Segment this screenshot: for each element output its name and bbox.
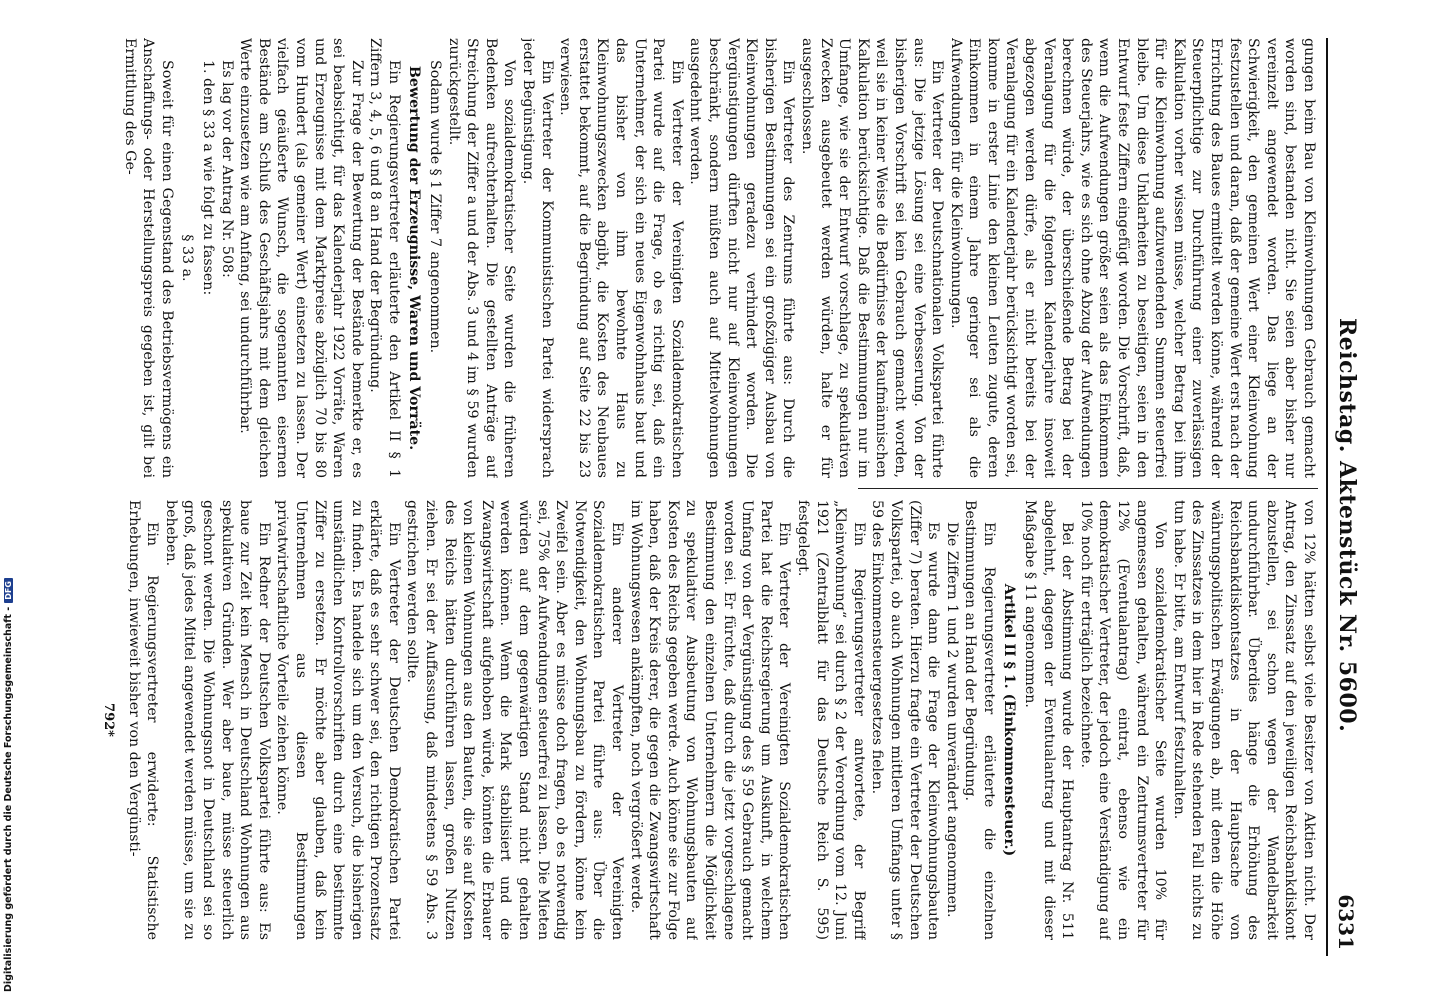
paragraph: Ein Regierungsvertreter erläuterte die einzelnen Bestimmungen an Hand der Begründung. [962,500,997,940]
paragraph: Ein Regierungsvertreter erwiderte: Statistische Erhebungen, inwieweit bisher von den Vergünsti- [125,500,161,940]
paragraph: Soweit für einen Gegenstand des Betriebsvermögens ein Anschaffungs- oder Herstellungspreis gegeben ist, gilt bei Ermittlung des Ge- [121,38,175,478]
paragraph: Es wurde dann die Frage der Kleinwohnungsbauten (Ziffer 7) beraten. Hierzu fragte ein Vertreter der Deutschen Volkspartei, ob auch Wohnungen mittleren Umfangs unter § 59 des Einkommensteuergesetzes fielen. [869,500,942,940]
paragraph: Ein Vertreter der Vereinigten Sozialdemokratischen Partei hat die Reichsregierung um Auskunft, in welchem Umfang von der Vergünstigung des § 59 Gebrauch gemacht worden sei. Er fürchte, daß durch die jetzt vorgeschlagene Bestimmung den einzelnen Unternehmern die Möglichkeit zu spekulativer Ausbeutung von Wohnungsbauten auf Kosten des Reichs gegeben werde. Auch könne sie zur Folge haben, daß der Kreis derer, die gegen die Zwangswirtschaft im Wohnungswesen ankämpften, noch vergrößert werde. [627,500,793,940]
section-heading: Bewertung der Erzeugnisse, Waren und Vorräte. [406,65,423,451]
paragraph: Es lag vor der Antrag Nr. 508: [218,60,235,278]
right-text-column [118,500,1318,940]
sheet-mark: 792* [101,703,116,737]
left-text-column [118,38,1318,478]
paragraph: Ein Regierungsvertreter antwortete, der Begriff „Kleinwohnung“ sei durch § 2 der Verordnung vom 12. Juni 1921 (Zentralblatt für das Deutsche Reich S. 595) festgelegt. [794,500,867,940]
section-heading: Artikel II § 1. (Einkommensteuer.) [1001,583,1018,857]
paragraph: von 12% hätten selbst viele Besitzer von Aktien nicht. Der Antrag, den Zinssatz auf den jeweiligen Reichsbankdiskont abzustellen, sei schon wegen der Wandelbarkeit undurchführbar. Überdies hänge die Erhöhung des Reichsbankdiskontsatzes in der Hauptsache von währungspolitischen Erwägungen ab, mit denen die Höhe des Zinssatzes in dem hier in Rede stehenden Fall nichts zu tun habe. Er bitte, am Entwurf festzuhalten. [1170,500,1317,940]
column-divider [858,488,1318,489]
paragraph-number: § 33 a. [179,234,196,282]
digitization-notice [3,578,14,992]
digitization-notice-text: Digitalisierung gefördert durch die Deutsche Forschungsgemeinschaft - [3,606,14,992]
dfg-logo: DFG [4,578,13,603]
paragraph: Ein Vertreter des Zentrums führte aus: Durch die bisherigen Bestimmungen sei ein großzügiger Ausbau von Kleinwohnungen geradezu verhindert worden. Die Vergünstigungen dürften nicht nur auf Kleinwohnungen beschränkt, sondern müßten auch auf Mittelwohnungen ausgedehnt werden. [687,38,797,478]
paragraph: Ein Vertreter der Deutschen Demokratischen Partei erklärte, daß es sehr schwer sei, den richtigen Prozentsatz zu finden. Es handele sich um den Versuch, die bisherigen umständlichen Kontrollvorschriften durch eine bestimmte Ziffer zu ersetzen. Er möchte aber glauben, daß kein Unternehmen aus diesen Bestimmungen privatwirtschaftliche Vorteile ziehen könne. [274,500,402,940]
paragraph: Sodann wurde § 1 Ziffer 7 angenommen. [427,60,444,354]
paragraph: Ein Vertreter der Kommunistischen Partei widersprach jeder Begünstigung. [520,38,555,478]
page-number: 6331 [1334,894,1358,950]
paragraph: Bei der Abstimmung wurde der Hauptantrag Nr. 511 abgelehnt, dagegen der Eventualantrag und mit dieser Maßgabe § 11 angenommen. [1022,500,1076,940]
paragraph: Ein Regierungsvertreter erläuterte den Artikel II § 1 Ziffern 3, 4, 5, 6 und 8 an Hand der Begründung. [367,38,402,478]
page-title: Reichstag. Aktenstück Nr. 5600. [1334,318,1360,733]
paragraph: Ein Vertreter der Vereinigten Sozialdemokratischen Partei wurde auf die Frage, ob es richtig sei, daß ein Unternehmer, der sich ein neues Eigenwohnhaus baut und das bisher von ihm bewohnte Haus zu Kleinwohnungszwecken abgibt, die Kosten des Neubaues erstattet bekommt, auf die Begründung auf Seite 22 bis 23 verwiesen. [557,38,685,478]
rotated-document-page [100,38,1362,956]
page-header [1326,38,1362,956]
paragraph: Ein Redner der Deutschen Volkspartei führte aus: Es baue zur Zeit kein Mensch in Deutschland Wohnungen aus spekulativen Gründen. Wer aber baue, müsse steuerlich geschont werden. Die Wohnungsnot in Deutschland sei so groß, daß jedes Mittel angewendet werden müsse, um sie zu beheben. [162,500,272,940]
paragraph: Ein anderer Vertreter der Vereinigten Sozialdemokratischen Partei führte aus: Über die Notwendigkeit, den Wohnungsbau zu fördern, könne kein Zweifel sein. Aber es müsse doch fragen, ob es notwendig sei, 75% der Aufwendungen steuerfrei zu lassen. Die Mieten würden auf dem gegenwärtigen Stand nicht gehalten werden können. Wenn die Mark stabilisiert und die Zwangswirtschaft aufgehoben würde, könnten die Erbauer von kleinen Wohnungen aus den Bauten, die sie auf Kosten des Reichs hätten durchführen lassen, großen Nutzen ziehen. Er sei der Auffassung, daß mindestens § 59 Abs. 3 gestrichen werden sollte. [404,500,626,940]
paragraph: 1. den § 33 a wie folgt zu fassen: [199,60,216,296]
paragraph: Von sozialdemokratischer Seite wurden die früheren Bedenken aufrechterhalten. Die gestellten Anträge auf Streichung der Ziffer a und der Abs. 3 und 4 im § 59 wurden zurückgestellt. [445,38,518,478]
paragraph: gungen beim Bau von Kleinwohnungen Gebrauch gemacht worden sind, bestanden nicht. Sie seien aber bisher nur vereinzelt angewendet worden. Das liege an der Schwierigkeit, den gemeinen Wert einer Kleinwohnung festzustellen und daran, daß der gemeine Wert erst nach der Errichtung des Baues ermittelt werden könne, während der Steuerpflichtige zur Durchführung einer zuverlässigen Kalkulation vorher wissen müsse, welcher Betrag bei ihm für die Kleinwohnung aufzuwendenden Summen steuerfrei bleibe. Um diese Unklarheiten zu beseitigen, seien in den Entwurf feste Ziffern eingefügt worden. Die Vorschrift, daß, wenn die Aufwendungen größer seien als das Einkommen des Steuerjahrs, wie es sich ohne Abzug der Aufwendungen berechnen würde, der überschießende Betrag bei der Veranlagung für die folgenden Kalenderjahre insoweit abgezogen werden dürfe, als er nicht bereits bei der Veranlagung für ein Kalenderjahr berücksichtigt worden sei, komme in erster Linie den kleinen Leuten zugute, deren Einkommen in einem Jahre geringer sei als die Aufwendungen für die Kleinwohnungen. [947,38,1317,478]
paragraph: Zur Frage der Bewertung der Bestände bemerkte er, es sei beabsichtigt, für das Kalenderjahr 1922 Vorräte, Waren und Erzeugnisse mit dem Marktpreise abzüglich 70 bis 80 vom Hundert (als gemeiner Wert) einsetzen zu lassen. Der vielfach geäußerte Wunsch, die sogenannten eisernen Bestände am Schluß des Geschäftsjahrs mit dem gleichen Werte einzusetzen wie am Anfang, sei undurchführbar. [237,38,365,478]
paragraph: Ein Vertreter der Deutschnationalen Volkspartei führte aus: Die jetzige Lösung sei eine Verbesserung. Von der bisherigen Vorschrift sei kein Gebrauch gemacht worden, weil sie in keiner Weise die Bedürfnisse der kaufmännischen Kalkulation berücksichtige. Daß die Bestimmungen nur im Umfange, wie sie der Entwurf vorschlage, zu spekulativen Zwecken ausgebeutet werden würden, halte er für ausgeschlossen. [798,38,946,478]
paragraph: Die Ziffern 1 und 2 wurden unverändert angenommen. [943,522,960,918]
paragraph: Von sozialdemokratischer Seite wurden 10% für angemessen gehalten, während ein Zentrumsvertreter für 12% (Eventualantrag) eintrat, ebenso wie ein demokratischer Vertreter, der jedoch eine Verständigung auf 10% noch für erträglich bezeichnete. [1077,500,1169,940]
